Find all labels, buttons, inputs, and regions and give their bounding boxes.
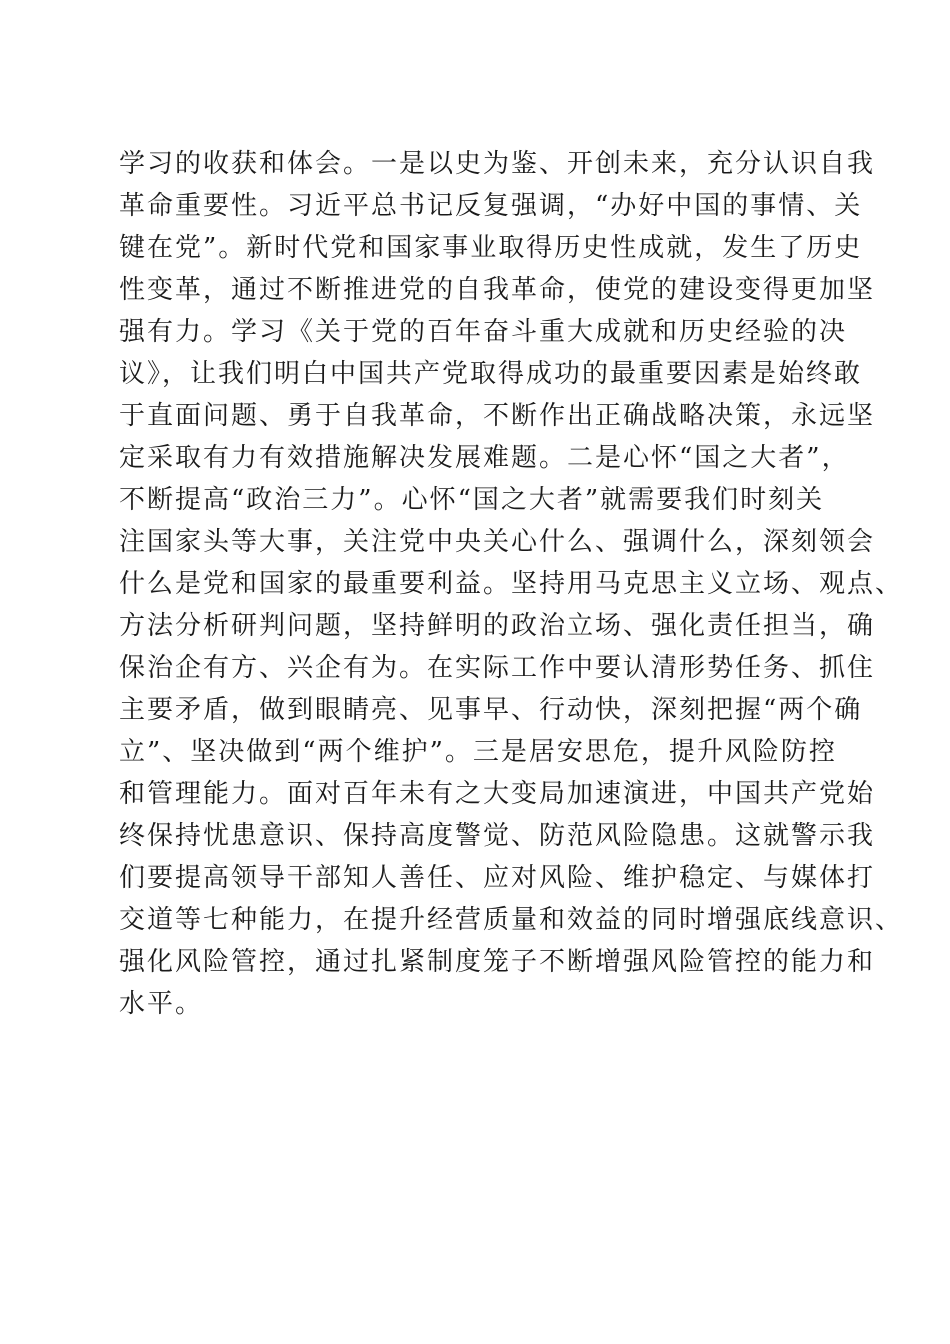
paragraph-line-18: 们要提高领导干部知人善任、应对风险、维护稳定、与媒体打 (119, 863, 876, 893)
paragraph-line-4: 性变革，通过不断推进党的自我革命，使党的建设变得更加坚 (119, 275, 876, 305)
paragraph-line-6: 议》，让我们明白中国共产党取得成功的最重要因素是始终敢 (119, 359, 863, 389)
paragraph-line-11: 什么是党和国家的最重要利益。坚持用马克思主义立场、观点、 (119, 569, 904, 599)
paragraph-line-9: 不断提高“政治三力”。心怀“国之大者”就需要我们时刻关 (119, 485, 825, 515)
paragraph-line-13: 保治企有方、兴企有为。在实际工作中要认清形势任务、抓住 (119, 653, 876, 683)
paragraph-line-1: 学习的收获和体会。一是以史为鉴、开创未来，充分认识自我 (119, 149, 876, 179)
body-paragraph (119, 143, 904, 1025)
paragraph-line-5: 强有力。学习《关于党的百年奋斗重大成就和历史经验的决 (119, 317, 848, 347)
paragraph-line-8: 定采取有力有效措施解决发展难题。二是心怀“国之大者”， (119, 443, 850, 473)
paragraph-line-20: 强化风险管控，通过扎紧制度笼子不断增强风险管控的能力和 (119, 947, 876, 977)
paragraph-line-19: 交道等七种能力，在提升经营质量和效益的同时增强底线意识、 (119, 905, 904, 935)
paragraph-line-16: 和管理能力。面对百年未有之大变局加速演进，中国共产党始 (119, 779, 876, 809)
paragraph-line-12: 方法分析研判问题，坚持鲜明的政治立场、强化责任担当，确 (119, 611, 876, 641)
paragraph-line-17: 终保持忧患意识、保持高度警觉、防范风险隐患。这就警示我 (119, 821, 876, 851)
paragraph-line-21: 水平。 (119, 989, 204, 1019)
paragraph-line-2: 革命重要性。习近平总书记反复强调，“办好中国的事情、关 (119, 191, 863, 221)
paragraph-line-15: 立”、坚决做到“两个维护”。三是居安思危，提升风险防控 (119, 737, 837, 767)
paragraph-line-14: 主要矛盾，做到眼睛亮、见事早、行动快，深刻把握“两个确 (119, 695, 863, 725)
paragraph-line-3: 键在党”。新时代党和国家事业取得历史性成就，发生了历史 (119, 233, 863, 263)
paragraph-line-10: 注国家头等大事，关注党中央关心什么、强调什么，深刻领会 (119, 527, 876, 557)
paragraph-line-7: 于直面问题、勇于自我革命，不断作出正确战略决策，永远坚 (119, 401, 876, 431)
